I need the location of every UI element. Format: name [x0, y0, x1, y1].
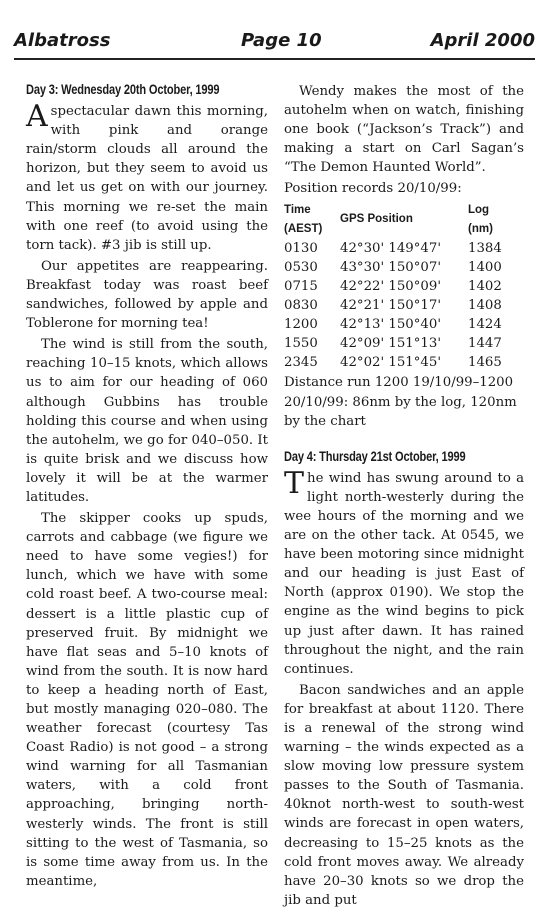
cell-gps: 42°30' 149°47'	[340, 240, 441, 256]
table-row	[284, 315, 516, 334]
cell-time: 0830	[284, 298, 318, 314]
day4-paragraph-1	[284, 465, 524, 679]
table-row	[284, 258, 516, 277]
cell-gps: 42°02' 151°45'	[340, 355, 441, 371]
left-column	[26, 80, 268, 893]
newsletter-title: Albatross	[14, 30, 111, 51]
column-header-time: Time (AEST)	[284, 203, 323, 235]
day4-heading: Day 4: Thursday 21st October, 1999	[284, 448, 466, 464]
table-row	[284, 239, 516, 258]
day3-paragraph-3: The wind is still from the south, reaching 10–15 knots, which allows us to aim for our heading of 060 although Gubbins has trouble holding this course and when using the autohelm, we go for 040–050. It is quite brisk and we discuss how lovely it will be at the warmer latitudes.	[26, 337, 268, 505]
position-records-title: Position records 20/10/99:	[284, 181, 462, 197]
table-header-row	[284, 201, 516, 239]
cell-log: 1408	[468, 298, 502, 314]
cell-log: 1400	[468, 259, 502, 275]
distance-run: Distance run 1200 19/10/99–1200 20/10/99: 86nm by the log, 120nm by the chart	[284, 375, 517, 429]
day3-paragraph-1-text: spectacular dawn this morning, with pink and orange rain/storm clouds all around the horizon, but they seem to avoid us and let us get on with our journey. This morning we re-set the main with one reef (to avoid using the torn tack). #3 jib is still up.	[26, 104, 268, 253]
cell-gps: 42°13' 150°40'	[340, 317, 441, 333]
day3-paragraph-1	[26, 99, 268, 255]
column-header-log: Log (nm)	[468, 203, 493, 235]
cell-log: 1424	[468, 317, 502, 333]
column-header-gps: GPS Position	[340, 213, 413, 226]
day3-paragraph-4: The skipper cooks up spuds, carrots and cabbage (we figure we need to have some vegies!) for lunch, which we have with some cold roast beef. A two-course meal: dessert is a little plastic cup of preserved fruit. By midnight we have flat seas and 5–10 knots of wind from the south. It is now hard to keep a heading north of East, but mostly managing 020–080. The weather forecast (courtesy Tas Coast Radio) is not good – a strong wind warning for all Tasmanian waters, with a cold front approaching, bringing north-westerly winds. The front is still sitting to the west of Tasmania, so is some time away from us. In the meantime,	[26, 511, 268, 889]
page-header	[14, 30, 535, 60]
cell-time: 2345	[284, 355, 318, 371]
cell-time: 0530	[284, 259, 318, 275]
cell-log: 1384	[468, 240, 502, 256]
table-row	[284, 277, 516, 296]
cell-time: 1550	[284, 336, 318, 352]
cell-gps: 42°09' 151°13'	[340, 336, 441, 352]
cell-time: 0130	[284, 240, 318, 256]
position-records-table	[284, 201, 516, 373]
cell-gps: 42°21' 150°17'	[340, 298, 441, 314]
day3-paragraph-2: Our appetites are reappearing. Breakfast today was roast beef sandwiches, followed by apple and Toblerone for morning tea!	[26, 258, 268, 332]
cell-log: 1465	[468, 355, 502, 371]
day3-paragraph-5: Wendy makes the most of the autohelm when on watch, finishing one book (“Jackson’s Track”) and making a start on Carl Sagan’s “The Demon Haunted World”.	[284, 84, 524, 176]
right-column	[284, 82, 524, 912]
day4-paragraph-2: Bacon sandwiches and an apple for breakfast at about 1120. There is a renewal of the strong wind warning – the winds expected as a slow moving low pressure system passes to the South of Tasmania. 40knot north-west to south-west winds are forecast in open waters, decreasing to 15–25 knots as the cold front moves away. We already have 20–30 knots so we drop the jib and put	[284, 682, 524, 908]
issue-date: April 2000	[430, 30, 535, 51]
section-spacer	[284, 433, 524, 447]
table-row	[284, 353, 516, 372]
cell-log: 1402	[468, 278, 502, 294]
cell-gps: 42°22' 150°09'	[340, 278, 441, 294]
table-row	[284, 296, 516, 315]
drop-cap: T	[284, 465, 305, 501]
cell-time: 1200	[284, 317, 318, 333]
cell-time: 0715	[284, 278, 318, 294]
header-rule	[14, 58, 535, 60]
page-number: Page 10	[241, 30, 322, 51]
table-row	[284, 334, 516, 353]
cell-log: 1447	[468, 336, 502, 352]
drop-cap: A	[26, 99, 48, 135]
day4-paragraph-1-text: he wind has swung around to a light north-westerly during the wee hours of the morning and we are on the other tack. At 0545, we have been motoring since midnight and our heading is just East of North (approx 0190). We stop the engine as the wind begins to pick up just after dawn. It has rained throughout the night, and the rain continues.	[284, 470, 524, 677]
cell-gps: 43°30' 150°07'	[340, 259, 441, 275]
day3-heading: Day 3: Wednesday 20th October, 1999	[26, 82, 220, 97]
